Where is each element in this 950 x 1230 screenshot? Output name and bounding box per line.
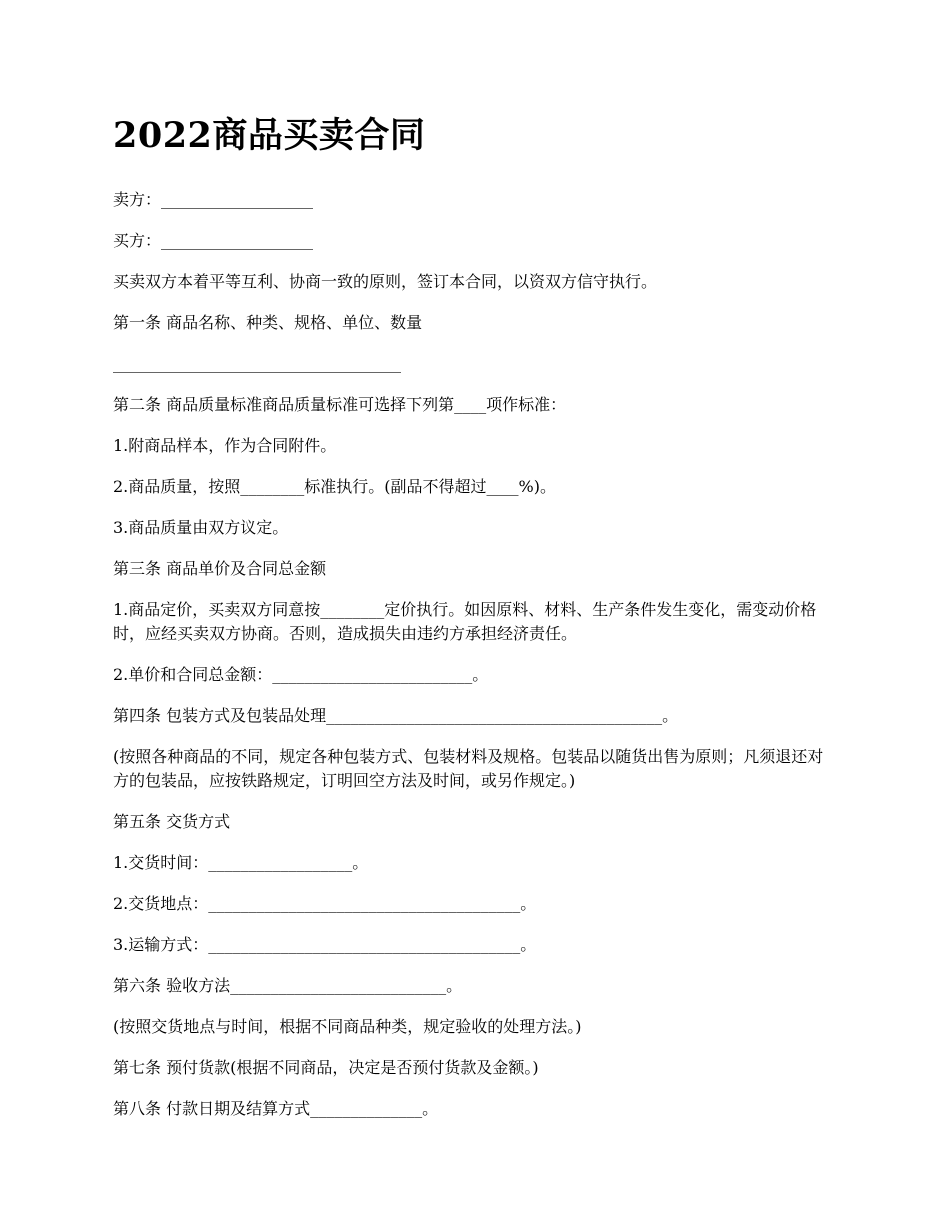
article-4-note: (按照各种商品的不同，规定各种包装方式、包装材料及规格。包装品以随货出售为原则；凡须退还对方的包装品，应按铁路规定，订明回空方法及时间，或另作规定。) bbox=[113, 747, 824, 790]
article-2-heading: 第二条 商品质量标准商品质量标准可选择下列第____项作标准： bbox=[113, 395, 567, 414]
article-3-heading: 第三条 商品单价及合同总金额 bbox=[113, 559, 327, 578]
article-5-item-1: 1.交货时间：__________________。 bbox=[113, 853, 369, 872]
article-2-item-2: 2.商品质量，按照________标准执行。(副品不得超过____%)。 bbox=[113, 477, 556, 496]
preamble: 买卖双方本着平等互利、协商一致的原则，签订本合同，以资双方信守执行。 bbox=[113, 272, 658, 291]
seller-line: 卖方：___________________ bbox=[113, 190, 314, 209]
article-1-heading: 第一条 商品名称、种类、规格、单位、数量 bbox=[113, 313, 423, 332]
article-3-item-2: 2.单价和合同总金额：_________________________。 bbox=[113, 665, 489, 684]
article-7-heading: 第七条 预付货款(根据不同商品，决定是否预付货款及金额。) bbox=[113, 1058, 539, 1077]
article-1-blank: ____________________________________ bbox=[113, 354, 401, 373]
document-page bbox=[113, 112, 838, 1138]
article-6-heading: 第六条 验收方法___________________________。 bbox=[113, 976, 463, 995]
article-2-item-3: 3.商品质量由双方议定。 bbox=[113, 518, 289, 537]
article-5-item-3: 3.运输方式：_______________________________________。 bbox=[113, 935, 537, 954]
article-3-item-1: 1.商品定价，买卖双方同意按________定价执行。如因原料、材料、生产条件发生变化，需变动价格时，应经买卖双方协商。否则，造成损失由违约方承担经济责任。 bbox=[113, 600, 817, 643]
article-5-item-2: 2.交货地点：_______________________________________。 bbox=[113, 894, 537, 913]
article-6-note: (按照交货地点与时间，根据不同商品种类，规定验收的处理方法。) bbox=[113, 1017, 582, 1036]
buyer-line: 买方：___________________ bbox=[113, 231, 314, 250]
article-2-item-1: 1.附商品样本，作为合同附件。 bbox=[113, 436, 337, 455]
article-5-heading: 第五条 交货方式 bbox=[113, 812, 231, 831]
article-4-heading: 第四条 包装方式及包装品处理__________________________________________。 bbox=[113, 706, 679, 725]
article-8-heading: 第八条 付款日期及结算方式______________。 bbox=[113, 1099, 439, 1118]
document-title: 2022商品买卖合同 bbox=[113, 115, 426, 156]
